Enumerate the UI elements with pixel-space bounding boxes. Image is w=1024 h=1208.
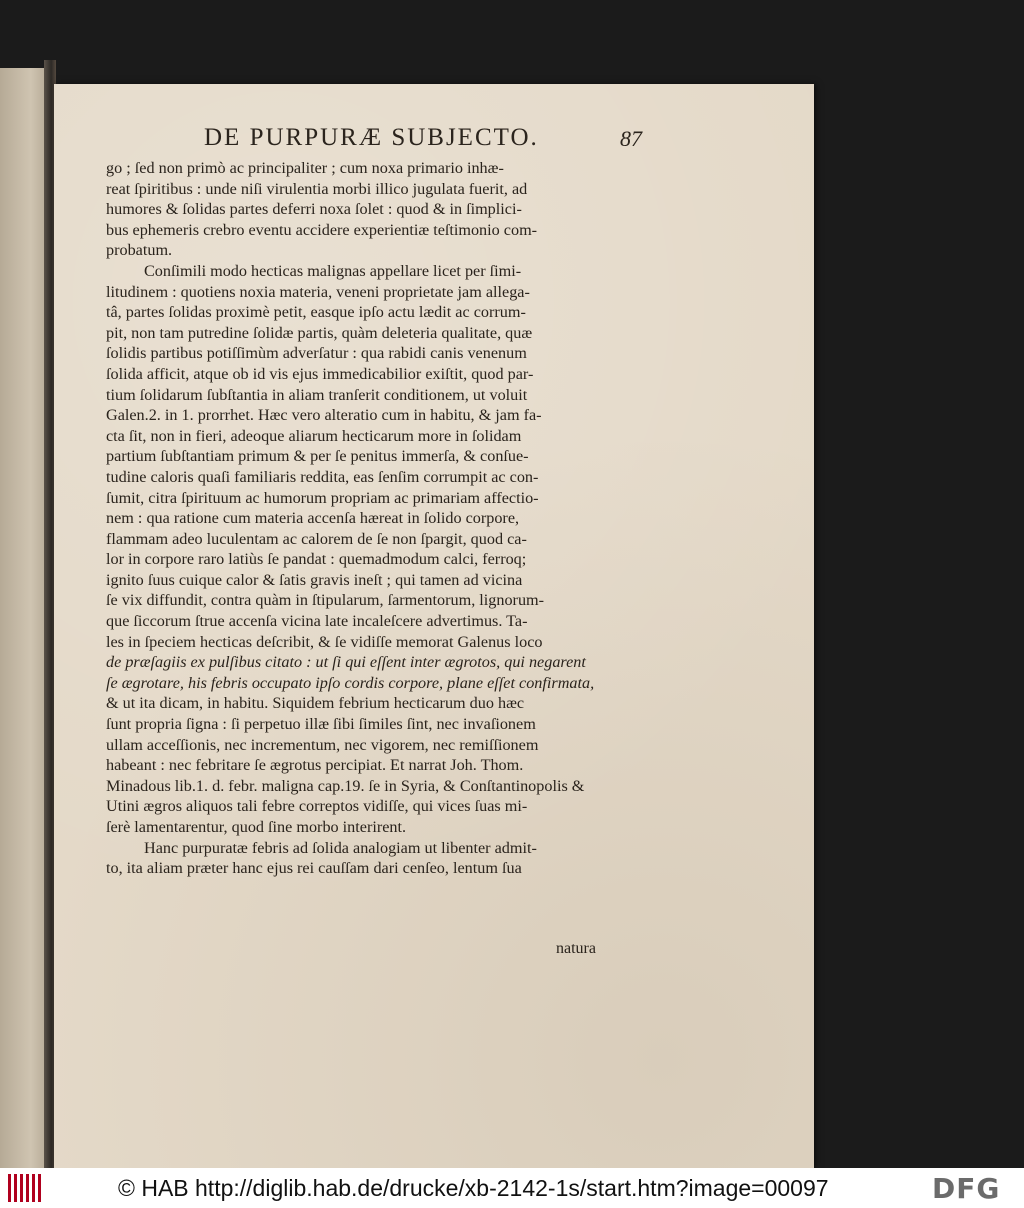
text-line: nem : qua ratione cum materia accenſa hæreat in ſolido corpore,	[106, 509, 520, 528]
text-line: to, ita aliam præter hanc ejus rei cauſſam dari cenſeo, lentum ſua	[106, 859, 522, 878]
text-line: pit, non tam putredine ſolidæ partis, quàm deleteria qualitate, quæ	[106, 323, 533, 342]
text-line: Minadous lib.1. d. febr. maligna cap.19. ſe in Syria, & Conſtantinopolis &	[106, 776, 585, 795]
text-line: reat ſpiritibus : unde niſi virulentia morbi illico jugulata fuerit, ad	[106, 179, 528, 198]
text-line: tudine caloris quaſi familiaris reddita, eas ſenſim corrumpit ac con-	[106, 467, 539, 486]
text-line: Hanc purpuratæ febris ad ſolida analogiam ut libenter admit-	[144, 838, 537, 857]
text-line: Galen.2. in 1. prorrhet. Hæc vero alteratio cum in habitu, & jam fa-	[106, 406, 542, 425]
book-page	[54, 84, 814, 1168]
text-line: ſe ægrotare, his febris occupato ipſo cordis corpore, plane eſſet confirmata,	[106, 673, 595, 692]
text-line: go ; ſed non primò ac principaliter ; cum noxa primario inhæ-	[106, 159, 504, 177]
text-line: tium ſolidarum ſubſtantia in aliam tranſerit conditionem, ut voluit	[106, 385, 528, 404]
text-line: ſe vix diffundit, contra quàm in ſtipularum, ſarmentorum, lignorum-	[106, 591, 545, 610]
text-line: que ſiccorum ſtrue accenſa vicina late incaleſcere advertimus. Ta-	[106, 612, 528, 631]
text-line: ſolida afficit, atque ob id vis ejus immedicabilior exiſtit, quod par-	[106, 364, 534, 383]
text-line: probatum.	[106, 241, 173, 260]
catchword: natura	[556, 940, 596, 957]
running-head: DE PURPURÆ SUBJECTO.	[204, 124, 539, 151]
text-line: humores & ſolidas partes deferri noxa ſolet : quod & in ſimplici-	[106, 200, 522, 219]
text-line: ullam acceſſionis, nec incrementum, nec vigorem, nec remiſſionem	[106, 735, 539, 754]
hab-logo-icon	[6, 1172, 46, 1204]
text-line: Conſimili modo hecticas malignas appellare licet per ſimi-	[144, 261, 522, 280]
text-line: ſumit, citra ſpirituum ac humorum propriam ac primariam affectio-	[106, 488, 539, 507]
text-line: ignito ſuus cuique calor & ſatis gravis ineſt ; qui tamen ad vicina	[106, 570, 523, 589]
viewer-footer	[0, 1168, 1024, 1208]
text-line: de præſagiis ex pulſibus citato : ut ſi qui eſſent inter ægrotos, qui negarent	[106, 653, 586, 672]
text-line: partium ſubſtantiam primum & per ſe penitus immerſa, & conſue-	[106, 447, 529, 466]
text-line: ſunt propria ſigna : ſi perpetuo illæ ſibi ſimiles ſint, nec invaſionem	[106, 715, 536, 734]
source-credit-link[interactable]: © HAB http://diglib.hab.de/drucke/xb-2142-1s/start.htm?image=00097	[118, 1175, 829, 1201]
text-line: habeant : nec febritare ſe ægrotus percipiat. Et narrat Joh. Thom.	[106, 756, 524, 775]
text-line: flammam adeo luculentam ac calorem de ſe non ſpargit, quod ca-	[106, 529, 527, 548]
body-text	[106, 158, 680, 879]
text-line: & ut ita dicam, in habitu. Siquidem febrium hecticarum duo hæc	[106, 694, 525, 713]
text-line: bus ephemeris crebro eventu accidere experientiæ teſtimonio com-	[106, 220, 538, 239]
text-line: ſolidis partibus potiſſimùm adverſatur : qua rabidi canis venenum	[106, 344, 527, 363]
text-line: ſerè lamentarentur, quod ſine morbo interirent.	[106, 818, 407, 836]
text-line: Utini ægros aliquos tali febre correptos vidiſſe, qui vices ſuas mi-	[106, 797, 528, 816]
text-line: litudinem : quotiens noxia materia, veneni proprietate jam allega-	[106, 282, 530, 301]
page-number: 87	[620, 126, 642, 151]
dfg-logo: DFG	[932, 1172, 1001, 1205]
text-line: cta ſit, non in fieri, adeoque aliarum hecticarum more in ſolidam	[106, 426, 522, 445]
text-line: tâ, partes ſolidas proximè petit, easque ipſo actu lædit ac corrum-	[106, 303, 526, 322]
text-line: les in ſpeciem hecticas deſcribit, & ſe vidiſſe memorat Galenus loco	[106, 632, 543, 651]
text-line: lor in corpore raro latiùs ſe pandat : quemadmodum calci, ferroq;	[106, 550, 527, 569]
